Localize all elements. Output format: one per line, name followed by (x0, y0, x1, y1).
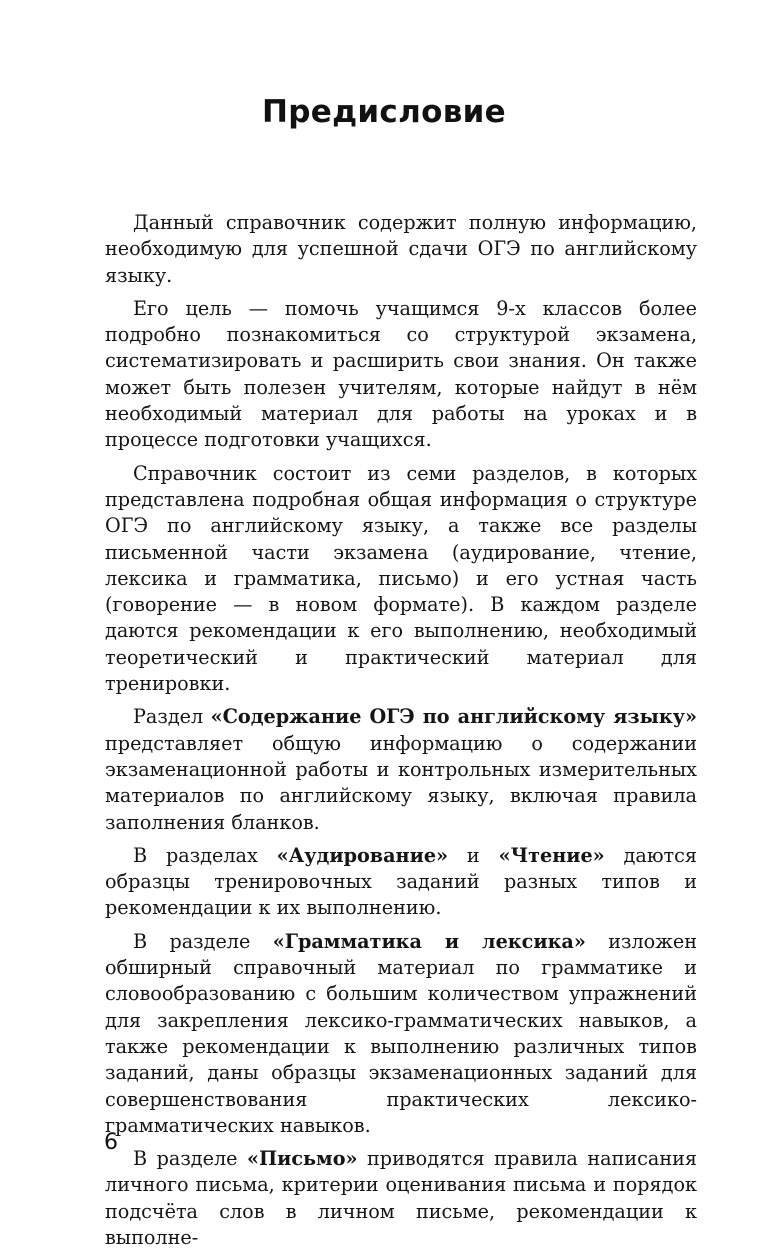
paragraph-6-after: изложен обширный справочный материал по грамматике и словообразованию с большим количеством упражнений для закрепления лексико-грамматических навыков, а также рекомендации к выполнению различных типов заданий, даны образцы экзаменационных заданий для совершенствования практических лексико-грамматических навыков. (105, 929, 697, 1137)
page-title: Предисловие (262, 94, 506, 130)
preface-body (105, 210, 697, 1258)
paragraph-4-after: представляет общую информацию о содержании экзаменационной работы и контрольных измерительных материалов по английскому языку, включая правила заполнения бланков. (105, 731, 697, 834)
page-number: 6 (104, 1130, 118, 1155)
paragraph-2: Его цель — помочь учащимся 9-х классов более подробно познакомиться со структурой экзамена, систематизировать и расширить свои знания. Он также может быть полезен учителям, которые найдут в нём необходимый материал для работы на уроках и в процессе подготовки учащихся. (105, 296, 697, 452)
paragraph-6 (105, 929, 697, 1139)
paragraph-5-section-name-1: «Аудирование» (276, 843, 449, 867)
paragraph-5 (105, 843, 697, 922)
paragraph-5-middle: и (448, 843, 499, 867)
paragraph-3: Справочник состоит из семи разделов, в которых представлена подробная общая информация о структуре ОГЭ по английскому языку, а также все разделы письменной части экзамена (аудирование, чтение, лексика и грамматика, письмо) и его устная часть (говорение — в новом формате). В каждом разделе даются рекомендации к его выполнению, необходимый теоретический и практический материал для тренировки. (105, 461, 697, 696)
paragraph-6-section-name: «Грамматика и лексика» (272, 929, 586, 953)
paragraph-4-section-name: «Содержание ОГЭ по английскому языку» (210, 705, 697, 729)
paragraph-5-section-name-2: «Чтение» (498, 843, 605, 867)
paragraph-7-before: В разделе (133, 1147, 247, 1171)
paragraph-1: Данный справочник содержит полную информацию, необходимую для успешной сдачи ОГЭ по английскому языку. (105, 211, 697, 287)
paragraph-7-after: приводятся правила написания личного письма, критерии оценивания письма и порядок подсчёта слов в личном письме, рекомендации к выполне- (105, 1147, 697, 1249)
paragraph-4-before: Раздел (133, 705, 211, 729)
paragraph-6-before: В разделе (133, 929, 273, 953)
paragraph-4 (105, 704, 697, 835)
paragraph-5-before: В разделах (133, 843, 277, 867)
paragraph-5-after: даются образцы тренировочных заданий разных типов и рекомендации к их выполнению. (105, 843, 697, 920)
paragraph-7-section-name: «Письмо» (247, 1147, 358, 1171)
paragraph-7 (105, 1146, 697, 1251)
